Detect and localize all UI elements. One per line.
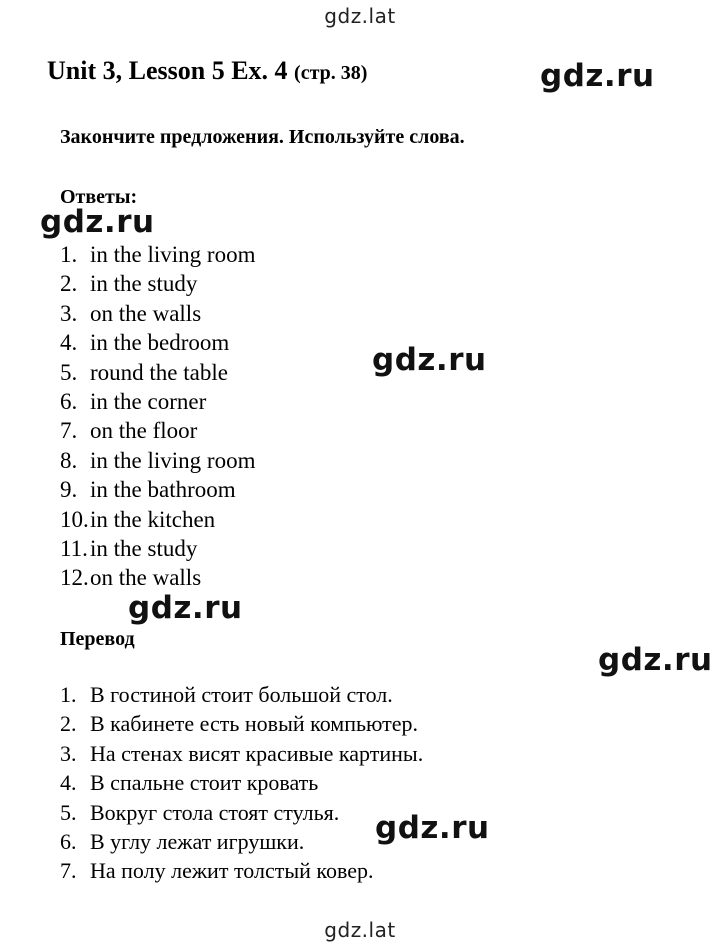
page-title — [47, 56, 367, 86]
item-number: 7. — [60, 858, 77, 884]
list-item — [60, 358, 255, 387]
list-item — [60, 827, 423, 856]
list-item — [60, 446, 255, 475]
list-item — [60, 534, 255, 563]
item-text: on the walls — [90, 565, 202, 591]
item-text: В гостиной стоит большой стол. — [90, 682, 393, 707]
item-text: В углу лежат игрушки. — [90, 829, 305, 855]
item-text: Вокруг стола стоят стулья. — [90, 799, 340, 825]
list-item — [60, 328, 255, 357]
item-text: in the kitchen — [90, 506, 216, 532]
item-number: 7. — [60, 418, 78, 444]
item-text: in the bedroom — [90, 330, 230, 356]
list-item — [60, 387, 255, 416]
list-item — [60, 505, 255, 534]
list-item — [60, 563, 255, 592]
list-item — [60, 269, 255, 298]
title-page-ref: (стр. 38) — [294, 62, 368, 84]
item-number: 12. — [60, 565, 89, 591]
list-item — [60, 739, 423, 768]
watermark: gdz.ru — [598, 642, 713, 678]
item-number: 4. — [60, 770, 77, 796]
item-number: 1. — [60, 682, 77, 707]
instruction: Закончите предложения. Используйте слова. — [60, 126, 465, 148]
item-number: 6. — [60, 829, 77, 855]
item-number: 5. — [60, 799, 77, 825]
item-text: in the corner — [90, 389, 207, 415]
watermark: gdz.ru — [40, 204, 155, 240]
item-number: 5. — [60, 359, 78, 385]
item-text: in the study — [90, 536, 198, 562]
item-text: in the bathroom — [90, 477, 236, 503]
list-item — [60, 475, 255, 504]
list-item — [60, 856, 423, 885]
watermark: gdz.ru — [128, 590, 243, 626]
item-text: in the study — [90, 271, 198, 297]
list-item — [60, 240, 255, 269]
item-text: В кабинете есть новый компьютер. — [90, 711, 419, 737]
list-item — [60, 798, 423, 827]
item-text: in the living room — [90, 447, 256, 473]
item-text: На стенах висят красивые картины. — [90, 740, 424, 766]
site-label-bottom: gdz.lat — [324, 918, 396, 942]
item-text: in the living room — [90, 242, 256, 267]
item-text: on the floor — [90, 418, 198, 444]
list-item — [60, 299, 255, 328]
translation-list — [60, 680, 423, 886]
item-number: 4. — [60, 330, 78, 356]
item-number: 8. — [60, 447, 78, 473]
item-number: 3. — [60, 740, 77, 766]
list-item — [60, 768, 423, 797]
item-number: 3. — [60, 300, 78, 326]
item-number: 2. — [60, 271, 78, 297]
item-text: on the walls — [90, 300, 202, 326]
item-text: В спальне стоит кровать — [90, 770, 319, 796]
item-text: На полу лежит толстый ковер. — [90, 858, 374, 884]
translation-heading: Перевод — [60, 628, 135, 650]
item-number: 1. — [60, 242, 78, 267]
watermark: gdz.ru — [372, 342, 487, 378]
watermark: gdz.ru — [375, 810, 490, 846]
item-text: round the table — [90, 359, 228, 385]
item-number: 10. — [60, 506, 89, 532]
item-number: 9. — [60, 477, 78, 503]
item-number: 11. — [60, 536, 88, 562]
item-number: 2. — [60, 711, 77, 737]
site-label-top: gdz.lat — [324, 4, 396, 28]
answers-heading: Ответы: — [60, 186, 138, 208]
item-number: 6. — [60, 389, 78, 415]
title-main: Unit 3, Lesson 5 Ex. 4 — [47, 56, 288, 85]
list-item — [60, 680, 423, 709]
watermark: gdz.ru — [540, 58, 655, 94]
list-item — [60, 709, 423, 738]
list-item — [60, 416, 255, 445]
answers-list — [60, 240, 255, 593]
